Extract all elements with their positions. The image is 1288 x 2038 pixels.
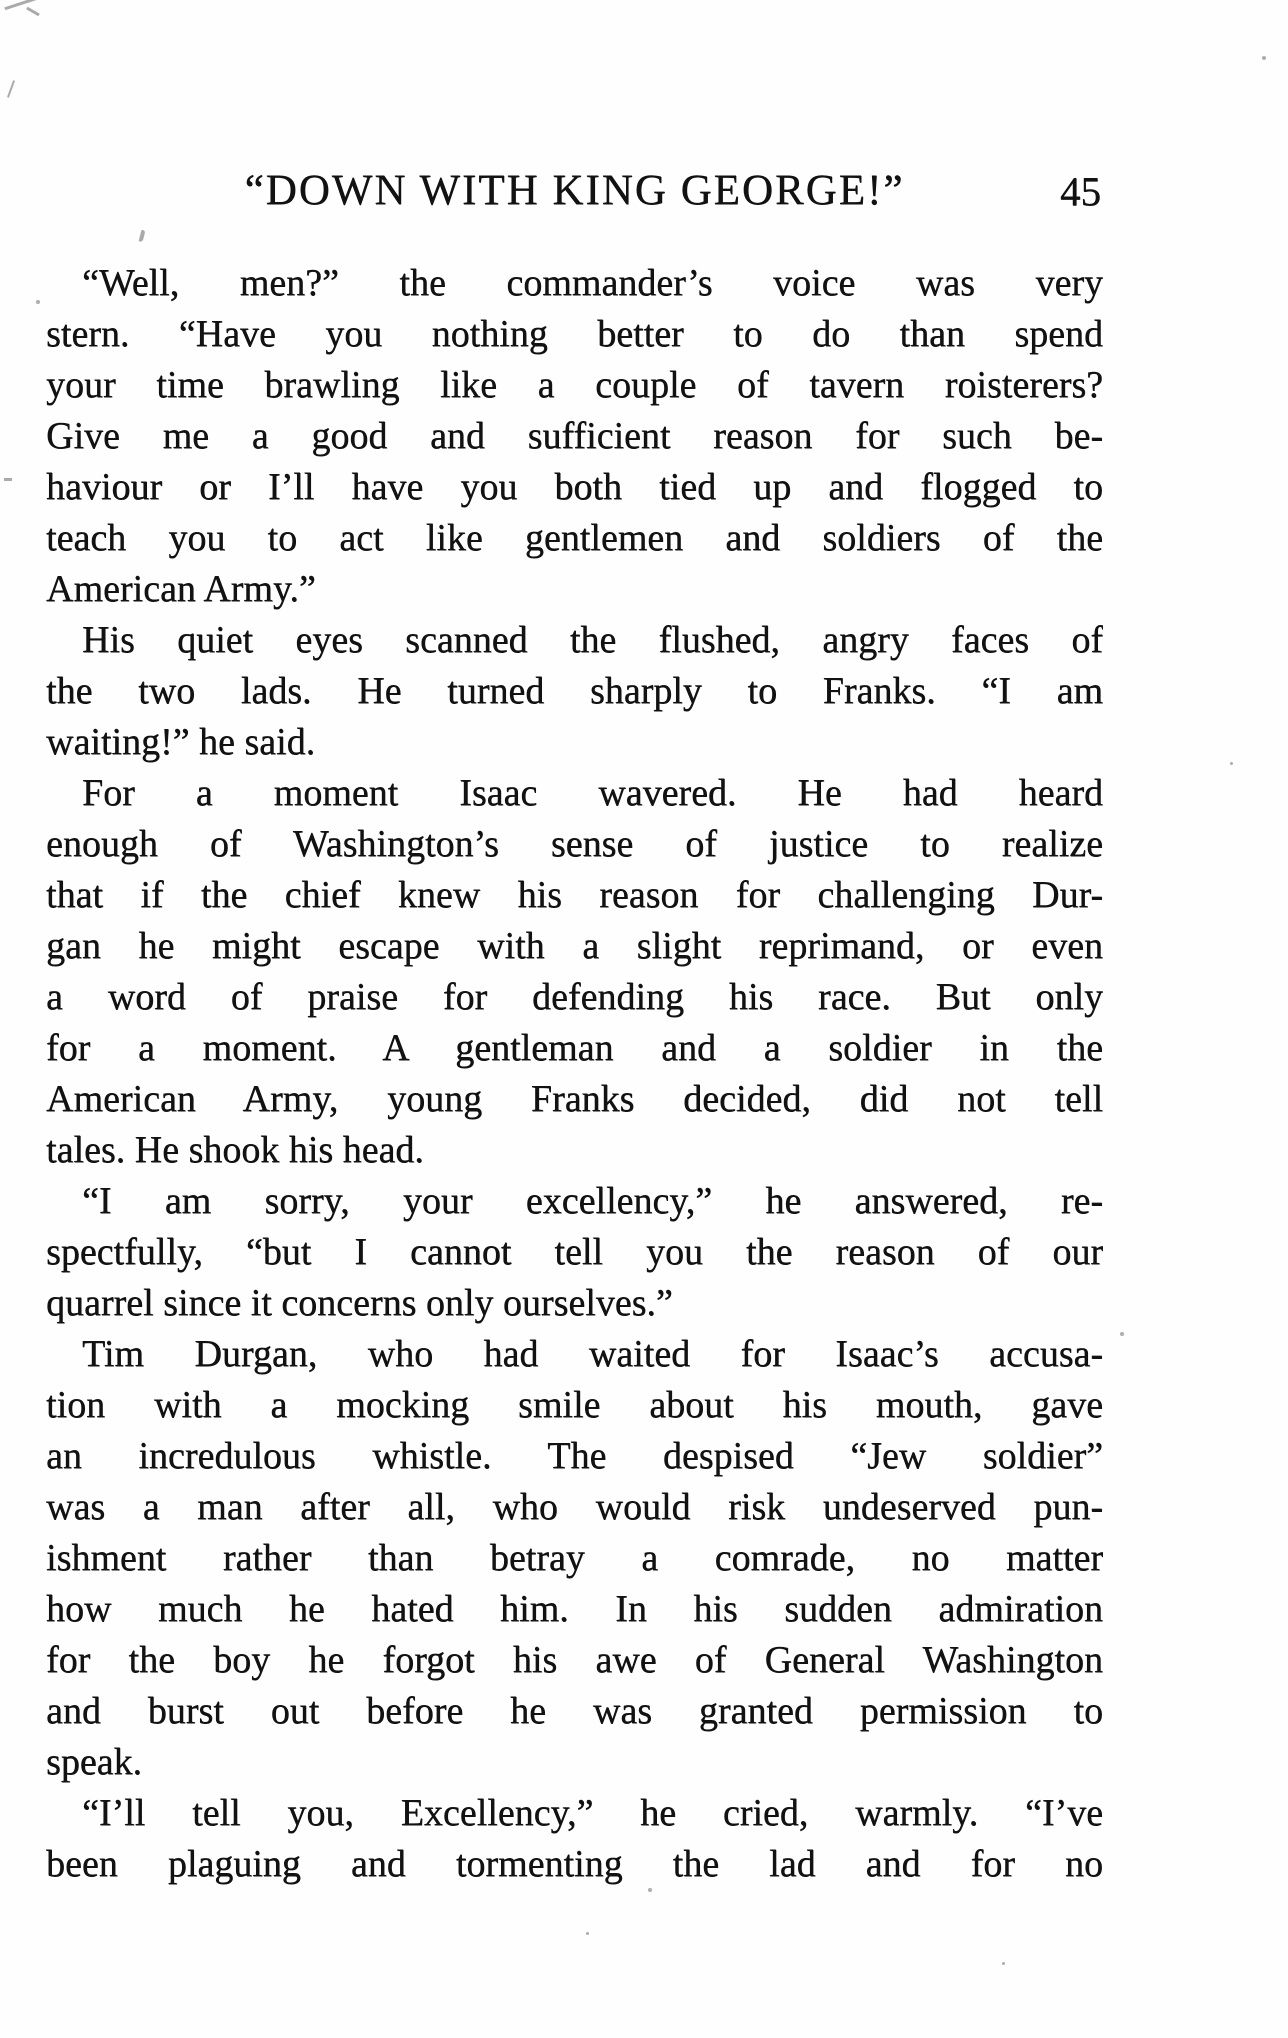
text-line: was a man after all, who would risk undeserved pun- bbox=[46, 1486, 1103, 1528]
text-line: the two lads. He turned sharply to Franks. “I am bbox=[46, 670, 1103, 712]
text-line: ishment rather than betray a comrade, no matter bbox=[46, 1537, 1103, 1579]
scan-speck bbox=[1002, 1962, 1005, 1965]
text-line: quarrel since it concerns only ourselves.” bbox=[46, 1282, 673, 1324]
page-header bbox=[46, 166, 1103, 216]
scan-speck bbox=[1262, 56, 1266, 60]
scan-speck bbox=[1120, 1332, 1124, 1336]
scan-speck bbox=[139, 230, 146, 243]
paragraph bbox=[46, 258, 1103, 615]
text-line: Tim Durgan, who had waited for Isaac’s accusa- bbox=[82, 1333, 1103, 1375]
text-line: “Well, men?” the commander’s voice was very bbox=[82, 262, 1103, 304]
text-line: “I’ll tell you, Excellency,” he cried, warmly. “I’ve bbox=[82, 1792, 1103, 1834]
paragraph bbox=[46, 768, 1103, 1176]
text-body bbox=[46, 258, 1103, 1890]
text-line: tales. He shook his head. bbox=[46, 1129, 424, 1171]
text-line: His quiet eyes scanned the flushed, angry faces of bbox=[82, 619, 1103, 661]
text-line: that if the chief knew his reason for challenging Dur- bbox=[46, 874, 1103, 916]
paragraph bbox=[46, 1176, 1103, 1329]
text-line: haviour or I’ll have you both tied up and flogged to bbox=[46, 466, 1103, 508]
paragraph bbox=[46, 1788, 1103, 1890]
text-line: a word of praise for defending his race. But only bbox=[46, 976, 1103, 1018]
scan-speck bbox=[586, 1932, 589, 1935]
text-line: stern. “Have you nothing better to do than spend bbox=[46, 313, 1103, 355]
scan-speck bbox=[4, 478, 12, 481]
text-line: been plaguing and tormenting the lad and for no bbox=[46, 1843, 1103, 1885]
text-line: your time brawling like a couple of tavern roisterers? bbox=[46, 364, 1103, 406]
text-line: and burst out before he was granted permission to bbox=[46, 1690, 1103, 1732]
text-line: waiting!” he said. bbox=[46, 721, 316, 763]
scan-speck bbox=[1230, 762, 1233, 765]
text-line: spectfully, “but I cannot tell you the reason of our bbox=[46, 1231, 1103, 1273]
text-line: Give me a good and sufficient reason for such be- bbox=[46, 415, 1103, 457]
text-line: how much he hated him. In his sudden admiration bbox=[46, 1588, 1103, 1630]
text-line: gan he might escape with a slight reprimand, or even bbox=[46, 925, 1103, 967]
running-header-title: “DOWN WITH KING GEORGE!” bbox=[244, 167, 905, 214]
page-number: 45 bbox=[1060, 168, 1101, 214]
scan-speck bbox=[36, 300, 40, 304]
text-line: teach you to act like gentlemen and soldiers of the bbox=[46, 517, 1103, 559]
text-line: “I am sorry, your excellency,” he answered, re- bbox=[82, 1180, 1103, 1222]
text-line: For a moment Isaac wavered. He had heard bbox=[82, 772, 1103, 814]
text-line: an incredulous whistle. The despised “Jew soldier” bbox=[46, 1435, 1103, 1477]
text-line: for a moment. A gentleman and a soldier in the bbox=[46, 1027, 1103, 1069]
paragraph bbox=[46, 1329, 1103, 1788]
text-line: speak. bbox=[46, 1741, 143, 1783]
scan-smudge bbox=[26, 7, 40, 17]
text-line: enough of Washington’s sense of justice to realize bbox=[46, 823, 1103, 865]
paragraph bbox=[46, 615, 1103, 768]
text-line: for the boy he forgot his awe of General Washington bbox=[46, 1639, 1103, 1681]
scan-speck bbox=[7, 80, 15, 98]
text-line: tion with a mocking smile about his mouth, gave bbox=[46, 1384, 1103, 1426]
scan-speck bbox=[648, 1888, 652, 1892]
text-line: American Army.” bbox=[46, 568, 316, 610]
text-line: American Army, young Franks decided, did not tell bbox=[46, 1078, 1103, 1120]
